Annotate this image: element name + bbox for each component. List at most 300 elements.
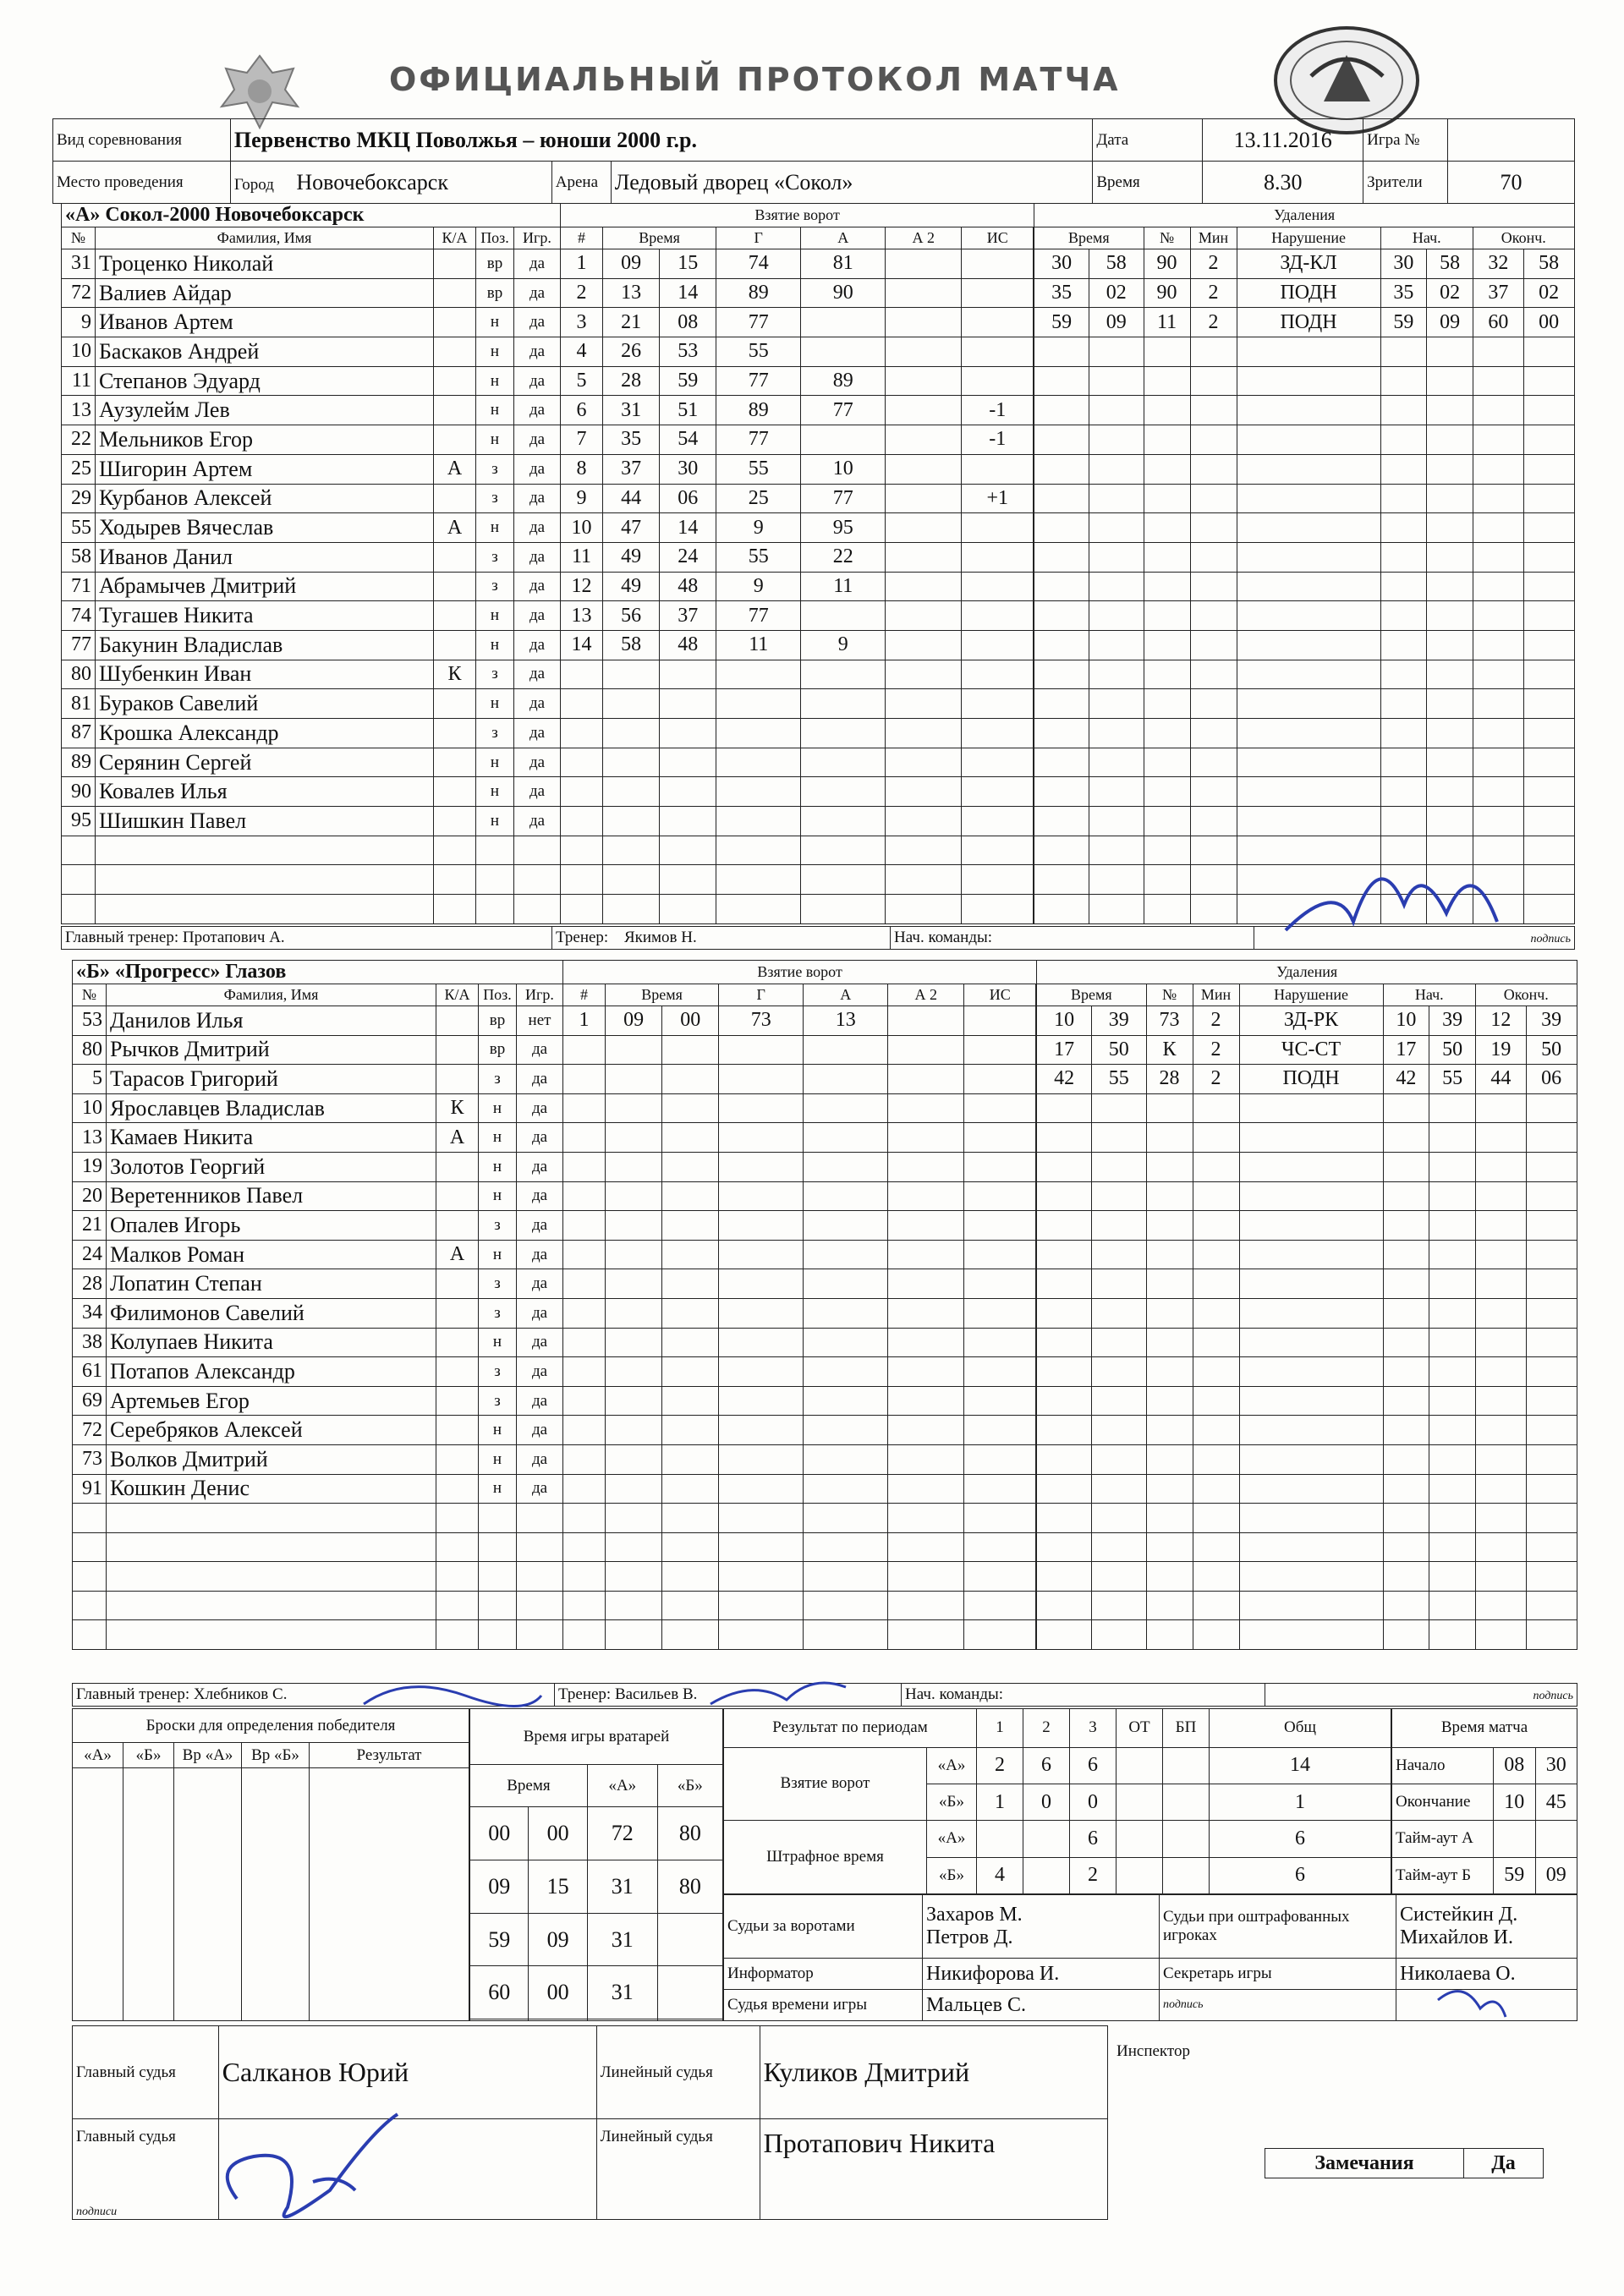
goalie-b: 80 (657, 1860, 722, 1913)
player-name: Веретенников Павел (107, 1181, 436, 1211)
periods-ot: ОТ (1116, 1709, 1163, 1748)
player-played: да (514, 454, 561, 484)
player-role (434, 484, 476, 513)
player-number: 71 (62, 572, 96, 601)
player-position: н (479, 1240, 517, 1269)
team-b-title: «Б» «Прогресс» Глазов (73, 961, 563, 984)
goalie-minute: 59 (470, 1913, 529, 1966)
player-number: 9 (62, 308, 96, 337)
goal-scorer: 55 (716, 454, 801, 484)
goals-a-p2: 6 (1023, 1747, 1070, 1784)
team-b-coach: Хлебников С. (193, 1685, 288, 1703)
periods-total: Общ (1210, 1709, 1391, 1748)
player-number: 53 (73, 1006, 107, 1036)
player-role (436, 1298, 479, 1328)
pen-start-m: 17 (1383, 1035, 1429, 1065)
goal-strength (962, 454, 1034, 484)
goal-assist2 (886, 308, 962, 337)
teamB-row (73, 1474, 1577, 1504)
player-role (434, 366, 476, 396)
teamA-row (62, 836, 1575, 865)
pim-a-total: 6 (1210, 1821, 1391, 1857)
goalies-a-hdr: «А» (587, 1765, 657, 1807)
goal-number: 7 (561, 425, 603, 455)
player-played: да (514, 601, 561, 631)
place-label: Место проведения (53, 162, 231, 204)
teamB-row (73, 1504, 1577, 1533)
hdr-g-g: Г (719, 984, 804, 1006)
team-b-goals-header: Взятие ворот (563, 961, 1037, 984)
goalie-minute: 60 (470, 1966, 529, 2019)
pen-end-m: 19 (1476, 1035, 1527, 1065)
lin1-label: Линейный судья (596, 2026, 760, 2119)
goal-assist: 9 (801, 630, 886, 660)
goal-scorer: 77 (716, 366, 801, 396)
player-name: Камаев Никита (107, 1123, 436, 1153)
player-role (434, 719, 476, 748)
player-position: н (479, 1181, 517, 1211)
hdr-g-num: # (561, 227, 603, 249)
player-played: да (514, 249, 561, 279)
goal-scorer: 55 (716, 542, 801, 572)
player-position: н (476, 396, 514, 425)
hdr-p-num: № (1146, 984, 1193, 1006)
player-position: н (476, 366, 514, 396)
goalie-minute: 09 (470, 1860, 529, 1913)
player-name: Филимонов Савелий (107, 1298, 436, 1328)
player-number: 72 (62, 278, 96, 308)
goal-assist2 (886, 249, 962, 279)
informer: Никифорова И. (923, 1959, 1160, 1990)
pen-minute: 35 (1034, 278, 1089, 308)
player-name: Бураков Савелий (96, 689, 434, 719)
goal-minute: 49 (603, 572, 660, 601)
goal-assist: 11 (801, 572, 886, 601)
teamA-row (62, 660, 1575, 689)
teamA-row (62, 308, 1575, 337)
teamA-row (62, 748, 1575, 777)
player-position: з (479, 1211, 517, 1241)
pen-minutes: 2 (1190, 308, 1237, 337)
goalie-second: 09 (529, 1913, 587, 1966)
page-title: ОФИЦИАЛЬНЫЙ ПРОТОКОЛ МАТЧА (389, 61, 1121, 98)
shootout-b: «Б» (123, 1743, 174, 1768)
goal-scorer: 11 (716, 630, 801, 660)
hdr-ka: К/А (434, 227, 476, 249)
player-name: Артемьев Егор (107, 1386, 436, 1416)
hdr-g-a2: А 2 (886, 227, 962, 249)
hdr-p-num: № (1144, 227, 1190, 249)
teamB-row (73, 1386, 1577, 1416)
pen-player: 73 (1146, 1006, 1193, 1036)
player-number: 72 (73, 1416, 107, 1445)
player-played: да (514, 337, 561, 367)
player-number: 81 (62, 689, 96, 719)
teamB-row (73, 1065, 1577, 1094)
pen-minute: 17 (1037, 1035, 1092, 1065)
pim-a-p2 (1023, 1821, 1070, 1857)
player-position: з (479, 1357, 517, 1387)
pen-start-s: 02 (1427, 278, 1473, 308)
goalie-b: 80 (657, 1806, 722, 1860)
goal-assist2 (886, 513, 962, 543)
goal-assist2 (886, 366, 962, 396)
mtime-tob-m: 59 (1494, 1857, 1536, 1893)
mtime-toa-label: Тайм-аут А (1392, 1821, 1494, 1857)
teamA-row (62, 689, 1575, 719)
player-role: А (434, 513, 476, 543)
goal-scorer: 9 (716, 513, 801, 543)
goals-b-p3: 0 (1070, 1784, 1116, 1820)
player-position: з (479, 1386, 517, 1416)
player-role (434, 425, 476, 455)
player-position: з (476, 572, 514, 601)
team-a-staff (61, 926, 1575, 950)
officials-table (723, 1894, 1577, 2021)
goal-assist (801, 601, 886, 631)
player-name: Ходырев Вячеслав (96, 513, 434, 543)
player-number: 10 (62, 337, 96, 367)
goalies-b-hdr: «Б» (657, 1765, 722, 1807)
player-position: з (476, 719, 514, 748)
player-number: 29 (62, 484, 96, 513)
goal-minute: 26 (603, 337, 660, 367)
goal-scorer: 77 (716, 308, 801, 337)
goal-assist: 81 (801, 249, 886, 279)
pen-violation: ПОДН (1237, 308, 1380, 337)
pen-end-s: 58 (1523, 249, 1574, 279)
team-a-chief-label: Нач. команды: (891, 927, 1254, 950)
goal-assist (801, 337, 886, 367)
player-played: да (514, 572, 561, 601)
teamA-row (62, 425, 1575, 455)
player-number: 61 (73, 1357, 107, 1387)
team-b-trainer-label: Тренер: (558, 1685, 612, 1703)
goal-second: 00 (662, 1006, 719, 1036)
pen-start-m: 10 (1383, 1006, 1429, 1036)
shootout-result: Результат (310, 1743, 469, 1768)
pen-second: 55 (1091, 1065, 1146, 1094)
referees-table (72, 2025, 1108, 2220)
player-position: з (476, 454, 514, 484)
teamB-row (73, 1532, 1577, 1562)
player-position: н (476, 630, 514, 660)
goal-assist: 95 (801, 513, 886, 543)
teamB-row (73, 1357, 1577, 1387)
shootout-title: Броски для определения победителя (73, 1709, 469, 1743)
goal-minute: 21 (603, 308, 660, 337)
hdr-num: № (73, 984, 107, 1006)
goal-assist2 (886, 601, 962, 631)
teamB-row (73, 1444, 1577, 1474)
hdr-play: Игр. (514, 227, 561, 249)
pim-a-p3: 6 (1070, 1821, 1116, 1857)
player-played: да (514, 396, 561, 425)
goal-assist2 (888, 1006, 964, 1036)
hdr-p-time: Время (1034, 227, 1144, 249)
player-name: Серянин Сергей (96, 748, 434, 777)
player-name: Бакунин Владислав (96, 630, 434, 660)
player-role (434, 278, 476, 308)
goal-number: 2 (561, 278, 603, 308)
player-position: вр (476, 249, 514, 279)
player-position: н (479, 1328, 517, 1357)
pen-start-m: 35 (1380, 278, 1427, 308)
hdr-ka: К/А (436, 984, 479, 1006)
pen-start-s: 55 (1429, 1065, 1476, 1094)
goal-strength (962, 366, 1034, 396)
player-position: н (479, 1416, 517, 1445)
team-b-chief-label: Нач. команды: (902, 1684, 1265, 1707)
player-name: Степанов Эдуард (96, 366, 434, 396)
goals-b-p2: 0 (1023, 1784, 1070, 1820)
periods-p2: 2 (1023, 1709, 1070, 1748)
goal-scorer: 55 (716, 337, 801, 367)
goals-a-ot (1116, 1747, 1163, 1784)
remarks-label: Замечания (1265, 2149, 1464, 2178)
player-role (436, 1328, 479, 1357)
player-number: 89 (62, 748, 96, 777)
match-time-table (1391, 1708, 1577, 1894)
player-played: да (514, 542, 561, 572)
goal-assist: 22 (801, 542, 886, 572)
player-position: н (476, 513, 514, 543)
pen-player: 28 (1146, 1065, 1193, 1094)
teamA-row (62, 630, 1575, 660)
player-role (436, 1416, 479, 1445)
player-played: да (517, 1240, 563, 1269)
hdr-p-end: Оконч. (1476, 984, 1577, 1006)
goal-minute: 56 (603, 601, 660, 631)
player-number: 80 (62, 660, 96, 689)
goalie-b (657, 1966, 722, 2019)
hdr-g-is: ИС (962, 227, 1034, 249)
mtime-end-label: Окончание (1392, 1784, 1494, 1820)
goalie-a: 72 (587, 1806, 657, 1860)
player-played: да (514, 630, 561, 660)
player-name: Шишкин Павел (96, 807, 434, 836)
goal-second: 14 (660, 513, 716, 543)
periods-goals-a-label: «А» (927, 1747, 977, 1784)
goal-scorer: 74 (716, 249, 801, 279)
teamA-row (62, 865, 1575, 895)
player-number: 58 (62, 542, 96, 572)
player-position: н (476, 748, 514, 777)
goal-second: 48 (660, 630, 716, 660)
goal-second: 15 (660, 249, 716, 279)
comp-label: Вид соревнования (53, 119, 231, 162)
goal-strength (962, 278, 1034, 308)
player-name: Валиев Айдар (96, 278, 434, 308)
goal-second: 30 (660, 454, 716, 484)
goal-assist2 (886, 337, 962, 367)
goals-b-total: 1 (1210, 1784, 1391, 1820)
pen-violation: ПОДН (1237, 278, 1380, 308)
player-role: К (436, 1093, 479, 1123)
player-role: К (434, 660, 476, 689)
teamB-row (73, 1240, 1577, 1269)
goal-minute: 31 (603, 396, 660, 425)
period-results-table (723, 1708, 1391, 1894)
player-number: 90 (62, 777, 96, 807)
player-position: н (479, 1093, 517, 1123)
goal-strength (962, 601, 1034, 631)
pen-violation: ЗД-КЛ (1237, 249, 1380, 279)
player-number: 20 (73, 1181, 107, 1211)
team-b-coach-label: Главный тренер: (76, 1685, 190, 1703)
pim-b-bp (1163, 1857, 1210, 1893)
goals-b-p1: 1 (977, 1784, 1023, 1820)
pen-minute: 42 (1037, 1065, 1092, 1094)
player-played: да (517, 1152, 563, 1181)
pen-violation: ЧС-СТ (1239, 1035, 1383, 1065)
team-a-trainer: Якимов Н. (623, 929, 697, 946)
hdr-name: Фамилия, Имя (107, 984, 436, 1006)
goal-minute: 09 (606, 1006, 662, 1036)
pen-end-m: 32 (1473, 249, 1524, 279)
goal-second: 37 (660, 601, 716, 631)
player-name: Золотов Георгий (107, 1152, 436, 1181)
goal-scorer: 9 (716, 572, 801, 601)
lin2: Протапович Никита (760, 2119, 1107, 2220)
ref1-label: Главный судья (73, 2026, 219, 2119)
hdr-num: № (62, 227, 96, 249)
goal-assist2 (886, 278, 962, 308)
mtime-title: Время матча (1392, 1709, 1577, 1748)
goalie-b (657, 1913, 722, 1966)
pen-player: 90 (1144, 278, 1190, 308)
periods-bp: БП (1163, 1709, 1210, 1748)
goal-strength (962, 513, 1034, 543)
teamB-row (73, 1035, 1577, 1065)
player-played: да (514, 308, 561, 337)
goalie-time-table (469, 1708, 723, 2021)
goalie-row (470, 1806, 723, 1860)
player-name: Колупаев Никита (107, 1328, 436, 1357)
periods-p3: 3 (1070, 1709, 1116, 1748)
player-position: вр (476, 278, 514, 308)
goal-number: 8 (561, 454, 603, 484)
player-role (436, 1386, 479, 1416)
player-name: Мельников Егор (96, 425, 434, 455)
teamB-row (73, 1181, 1577, 1211)
goalie-a: 31 (587, 1913, 657, 1966)
goal-assist2 (886, 572, 962, 601)
remarks-box (1265, 2148, 1544, 2178)
pen-player: 11 (1144, 308, 1190, 337)
goals-a-p1: 2 (977, 1747, 1023, 1784)
player-number: 95 (62, 807, 96, 836)
player-position: з (476, 484, 514, 513)
goal-minute: 44 (603, 484, 660, 513)
player-number: 5 (73, 1065, 107, 1094)
player-played: да (517, 1269, 563, 1299)
goalies-title: Время игры вратарей (470, 1709, 723, 1765)
shootout-table (72, 1708, 469, 2021)
player-number: 10 (73, 1093, 107, 1123)
player-name: Кошкин Денис (107, 1474, 436, 1504)
goal-number: 10 (561, 513, 603, 543)
player-number: 91 (73, 1474, 107, 1504)
periods-pim-a-label: «А» (927, 1821, 977, 1857)
player-role (436, 1152, 479, 1181)
pen-start-s: 58 (1427, 249, 1473, 279)
goal-second: 08 (660, 308, 716, 337)
player-name: Рычков Дмитрий (107, 1035, 436, 1065)
goal-minute: 09 (603, 249, 660, 279)
pen-judge-2: Михайлов И. (1400, 1926, 1514, 1948)
hdr-play: Игр. (517, 984, 563, 1006)
arena: Ледовый дворец «Сокол» (611, 162, 1093, 204)
pen-end-s: 50 (1526, 1035, 1577, 1065)
pen-start-m: 30 (1380, 249, 1427, 279)
goal-judge-2: Петров Д. (926, 1926, 1013, 1948)
player-name: Лопатин Степан (107, 1269, 436, 1299)
goal-minute: 35 (603, 425, 660, 455)
goal-minute: 49 (603, 542, 660, 572)
goal-strength (962, 572, 1034, 601)
player-role (436, 1357, 479, 1387)
teamB-row (73, 1152, 1577, 1181)
teamA-row (62, 601, 1575, 631)
player-played: да (514, 660, 561, 689)
hdr-p-end: Оконч. (1473, 227, 1574, 249)
goal-assist: 89 (801, 366, 886, 396)
team-b-sign-label: подпись (1533, 1690, 1573, 1702)
player-played: да (514, 425, 561, 455)
player-played: да (517, 1123, 563, 1153)
team-a-goals-header: Взятие ворот (561, 204, 1034, 227)
teamB-row (73, 1591, 1577, 1620)
goalie-second: 00 (529, 1806, 587, 1860)
goal-number: 5 (561, 366, 603, 396)
player-number: 87 (62, 719, 96, 748)
team-a-coach: Протапович А. (182, 929, 285, 946)
competition: Первенство МКЦ Поволжья – юноши 2000 г.р. (230, 119, 1092, 162)
goalies-time-hdr: Время (470, 1765, 588, 1807)
hdr-name: Фамилия, Имя (96, 227, 434, 249)
pen-minutes: 2 (1193, 1065, 1239, 1094)
goal-strength: -1 (962, 396, 1034, 425)
teamB-row (73, 1620, 1577, 1650)
periods-p1: 1 (977, 1709, 1023, 1748)
goals-a-p3: 6 (1070, 1747, 1116, 1784)
ref1: Салканов Юрий (218, 2026, 596, 2119)
pen-end-s: 00 (1523, 308, 1574, 337)
secretary: Николаева О. (1396, 1959, 1577, 1990)
player-role (436, 1035, 479, 1065)
player-played: да (517, 1181, 563, 1211)
player-played: да (514, 689, 561, 719)
pen-start-m: 42 (1383, 1065, 1429, 1094)
goal-second: 14 (660, 278, 716, 308)
player-position: з (479, 1065, 517, 1094)
pen-minute: 59 (1034, 308, 1089, 337)
shootout-a: «А» (73, 1743, 123, 1768)
periods-pim-b-label: «Б» (927, 1857, 977, 1893)
goal-assist (801, 425, 886, 455)
player-role (436, 1181, 479, 1211)
teamB-row (73, 1269, 1577, 1299)
team-a-pen-header: Удаления (1034, 204, 1575, 227)
goalie-minute: 00 (470, 1806, 529, 1860)
player-position: н (479, 1152, 517, 1181)
player-name: Ярославцев Владислав (107, 1093, 436, 1123)
pen-start-m: 59 (1380, 308, 1427, 337)
player-role (434, 630, 476, 660)
goal-scorer: 89 (716, 278, 801, 308)
player-name: Опалев Игорь (107, 1211, 436, 1241)
